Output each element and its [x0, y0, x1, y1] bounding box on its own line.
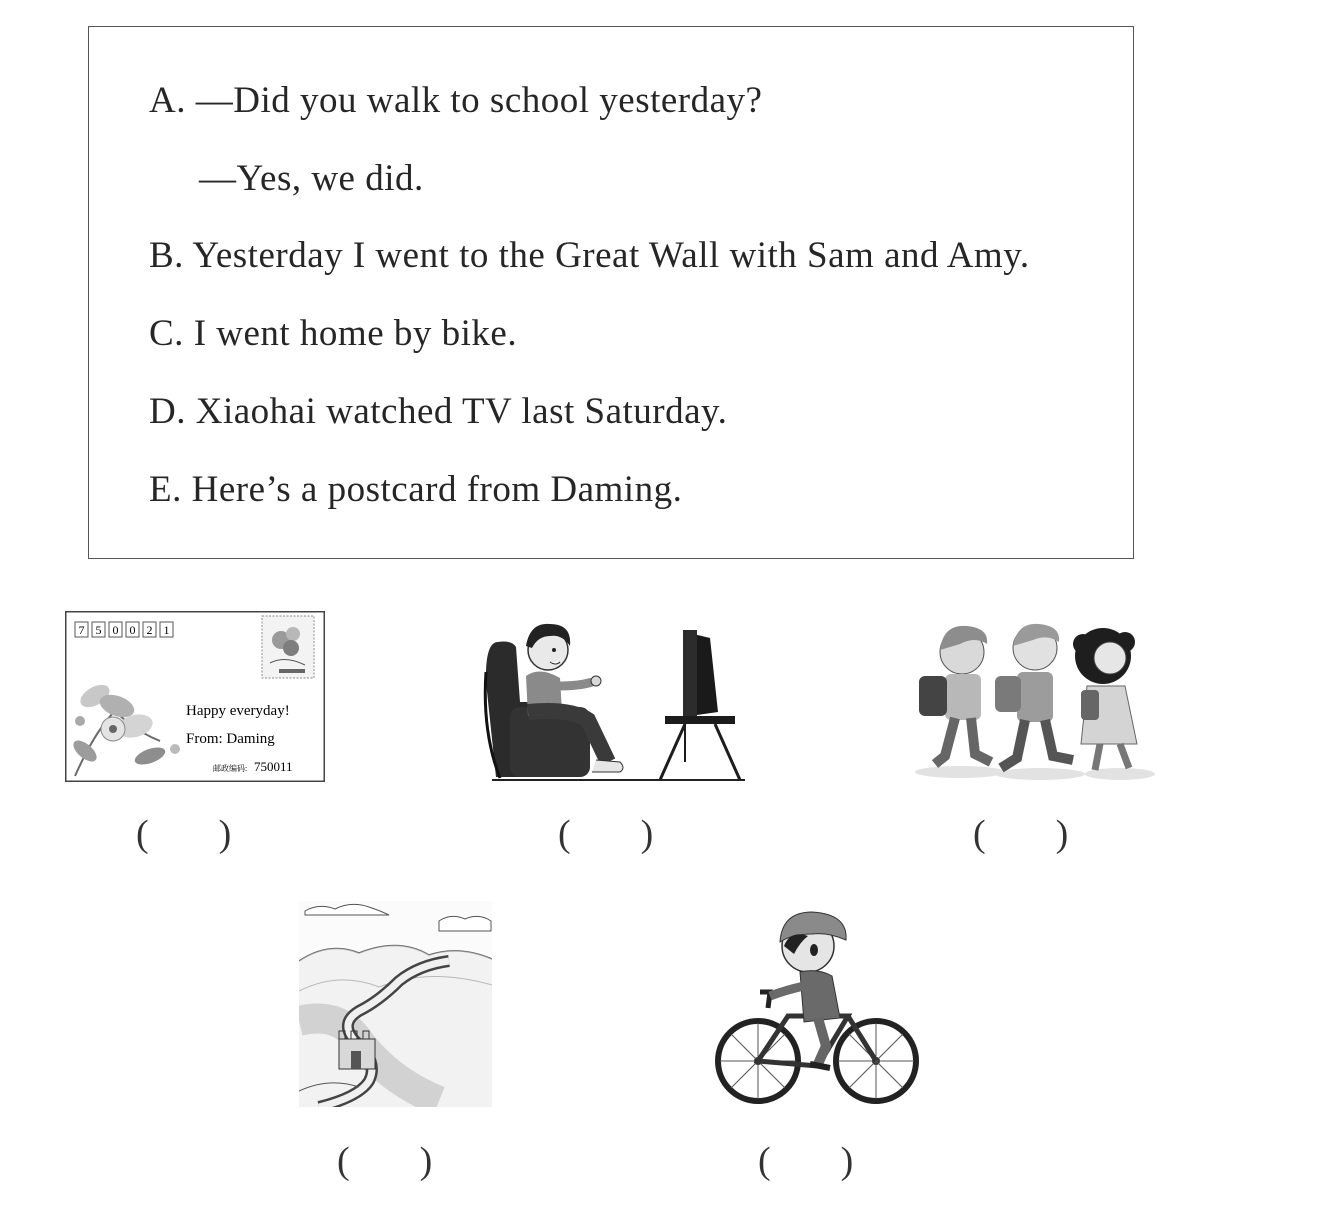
close-paren: ) — [419, 1140, 433, 1182]
sentence-text: —Did you walk to school yesterday? — [195, 80, 763, 121]
sentence-letter: C. — [149, 313, 184, 354]
boy-with-backpack-icon — [919, 626, 991, 764]
sentence-b — [149, 234, 1030, 277]
sentence-a — [149, 79, 762, 122]
child-with-helmet-icon — [770, 912, 846, 1068]
sentence-a-reply — [199, 157, 424, 200]
sentence-text: Xiaohai watched TV last Saturday. — [195, 391, 728, 432]
close-paren: ) — [840, 1140, 854, 1182]
sentence-box — [88, 26, 1134, 559]
close-paren: ) — [640, 813, 654, 855]
riding-bike-picture — [708, 906, 923, 1111]
postcode-digit: 5 — [95, 623, 102, 637]
postcode-digit: 7 — [78, 623, 85, 637]
sentence-e — [149, 468, 682, 511]
sentence-letter: E. — [149, 469, 182, 510]
postcode-digit: 0 — [112, 623, 119, 637]
sender-code-label: 邮政编码: — [213, 764, 248, 773]
postcard-from: From: Daming — [186, 731, 275, 747]
answer-blank-1[interactable] — [136, 812, 231, 856]
answer-blank-3[interactable] — [973, 812, 1068, 856]
open-paren: ( — [136, 813, 149, 855]
sentence-text: Here’s a postcard from Daming. — [191, 469, 683, 510]
postcode-digit: 2 — [146, 623, 153, 637]
postcode-digit: 1 — [163, 623, 170, 637]
answer-blank-2[interactable] — [558, 812, 653, 856]
open-paren: ( — [758, 1140, 771, 1182]
watching-tv-picture — [480, 612, 750, 784]
great-wall-picture — [299, 901, 492, 1107]
postcard-picture — [65, 611, 325, 782]
girl-icon — [1073, 628, 1137, 770]
sentence-letter: B. — [149, 235, 184, 276]
postcode-digit: 0 — [129, 623, 136, 637]
open-paren: ( — [558, 813, 571, 855]
sentence-c — [149, 312, 517, 355]
tv-icon — [660, 630, 740, 780]
close-paren: ) — [218, 813, 232, 855]
sentence-letter: D. — [149, 391, 186, 432]
open-paren: ( — [973, 813, 986, 855]
sentence-letter: A. — [149, 80, 186, 121]
stamp-icon — [262, 616, 314, 678]
answer-blank-5[interactable] — [758, 1139, 853, 1183]
close-paren: ) — [1055, 813, 1069, 855]
answer-blank-4[interactable] — [337, 1139, 432, 1183]
sender-code: 750011 — [254, 759, 293, 774]
walking-to-school-picture — [905, 614, 1160, 786]
sentence-text: Yesterday I went to the Great Wall with Sam and Amy. — [192, 235, 1030, 276]
sentence-text: —Yes, we did. — [199, 158, 424, 199]
postcard-greeting: Happy everyday! — [186, 703, 290, 719]
open-paren: ( — [337, 1140, 350, 1182]
sentence-d — [149, 390, 727, 433]
sentence-text: I went home by bike. — [193, 313, 518, 354]
boy-with-backpack-icon — [995, 624, 1073, 768]
